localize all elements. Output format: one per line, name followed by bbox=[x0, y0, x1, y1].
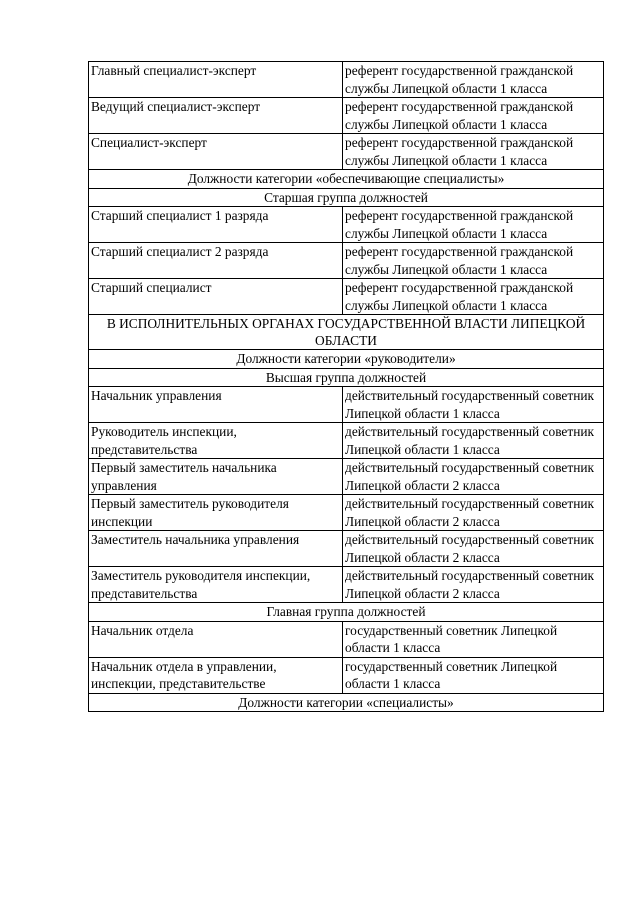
rank-cell: референт государственной гражданской службы Липецкой области 1 класса bbox=[343, 207, 604, 243]
table-row bbox=[89, 531, 604, 567]
group-heading-row bbox=[89, 170, 604, 189]
section-heading: В ИСПОЛНИТЕЛЬНЫХ ОРГАНАХ ГОСУДАРСТВЕННОЙ ВЛАСТИ ЛИПЕЦКОЙ ОБЛАСТИ bbox=[89, 315, 604, 350]
rank-cell: действительный государственный советник Липецкой области 1 класса bbox=[343, 423, 604, 459]
position-cell: Начальник управления bbox=[89, 387, 343, 423]
positions-table bbox=[88, 61, 604, 712]
group-heading-row bbox=[89, 188, 604, 207]
group-heading-row bbox=[89, 368, 604, 387]
position-cell: Начальник отдела в управлении, инспекции, представительстве bbox=[89, 657, 343, 693]
rank-cell: действительный государственный советник Липецкой области 2 класса bbox=[343, 531, 604, 567]
rank-cell: действительный государственный советник Липецкой области 2 класса bbox=[343, 459, 604, 495]
table-row bbox=[89, 495, 604, 531]
table-row bbox=[89, 134, 604, 170]
table-row bbox=[89, 423, 604, 459]
positions-table-body bbox=[89, 62, 604, 712]
table-row bbox=[89, 243, 604, 279]
rank-cell: действительный государственный советник Липецкой области 2 класса bbox=[343, 495, 604, 531]
position-cell: Старший специалист bbox=[89, 279, 343, 315]
group-heading: Должности категории «руководители» bbox=[89, 350, 604, 369]
table-row bbox=[89, 279, 604, 315]
position-cell: Старший специалист 1 разряда bbox=[89, 207, 343, 243]
table-row bbox=[89, 62, 604, 98]
group-heading: Должности категории «обеспечивающие специалисты» bbox=[89, 170, 604, 189]
group-heading-row bbox=[89, 693, 604, 712]
position-cell: Заместитель руководителя инспекции, представительства bbox=[89, 567, 343, 603]
group-heading: Старшая группа должностей bbox=[89, 188, 604, 207]
rank-cell: референт государственной гражданской службы Липецкой области 1 класса bbox=[343, 243, 604, 279]
position-cell: Заместитель начальника управления bbox=[89, 531, 343, 567]
position-cell: Начальник отдела bbox=[89, 621, 343, 657]
position-cell: Первый заместитель руководителя инспекции bbox=[89, 495, 343, 531]
table-row bbox=[89, 567, 604, 603]
group-heading-row bbox=[89, 603, 604, 622]
section-heading-row bbox=[89, 315, 604, 350]
position-cell: Руководитель инспекции, представительства bbox=[89, 423, 343, 459]
table-row bbox=[89, 459, 604, 495]
table-row bbox=[89, 657, 604, 693]
position-cell: Главный специалист-эксперт bbox=[89, 62, 343, 98]
rank-cell: государственный советник Липецкой области 1 класса bbox=[343, 657, 604, 693]
group-heading: Высшая группа должностей bbox=[89, 368, 604, 387]
position-cell: Старший специалист 2 разряда bbox=[89, 243, 343, 279]
group-heading: Должности категории «специалисты» bbox=[89, 693, 604, 712]
position-cell: Ведущий специалист-эксперт bbox=[89, 98, 343, 134]
group-heading: Главная группа должностей bbox=[89, 603, 604, 622]
table-row bbox=[89, 207, 604, 243]
table-row bbox=[89, 621, 604, 657]
rank-cell: референт государственной гражданской службы Липецкой области 1 класса bbox=[343, 62, 604, 98]
rank-cell: государственный советник Липецкой области 1 класса bbox=[343, 621, 604, 657]
rank-cell: действительный государственный советник Липецкой области 1 класса bbox=[343, 387, 604, 423]
position-cell: Первый заместитель начальника управления bbox=[89, 459, 343, 495]
position-cell: Специалист-эксперт bbox=[89, 134, 343, 170]
table-row bbox=[89, 98, 604, 134]
rank-cell: действительный государственный советник Липецкой области 2 класса bbox=[343, 567, 604, 603]
rank-cell: референт государственной гражданской службы Липецкой области 1 класса bbox=[343, 279, 604, 315]
table-row bbox=[89, 387, 604, 423]
rank-cell: референт государственной гражданской службы Липецкой области 1 класса bbox=[343, 98, 604, 134]
group-heading-row bbox=[89, 350, 604, 369]
rank-cell: референт государственной гражданской службы Липецкой области 1 класса bbox=[343, 134, 604, 170]
